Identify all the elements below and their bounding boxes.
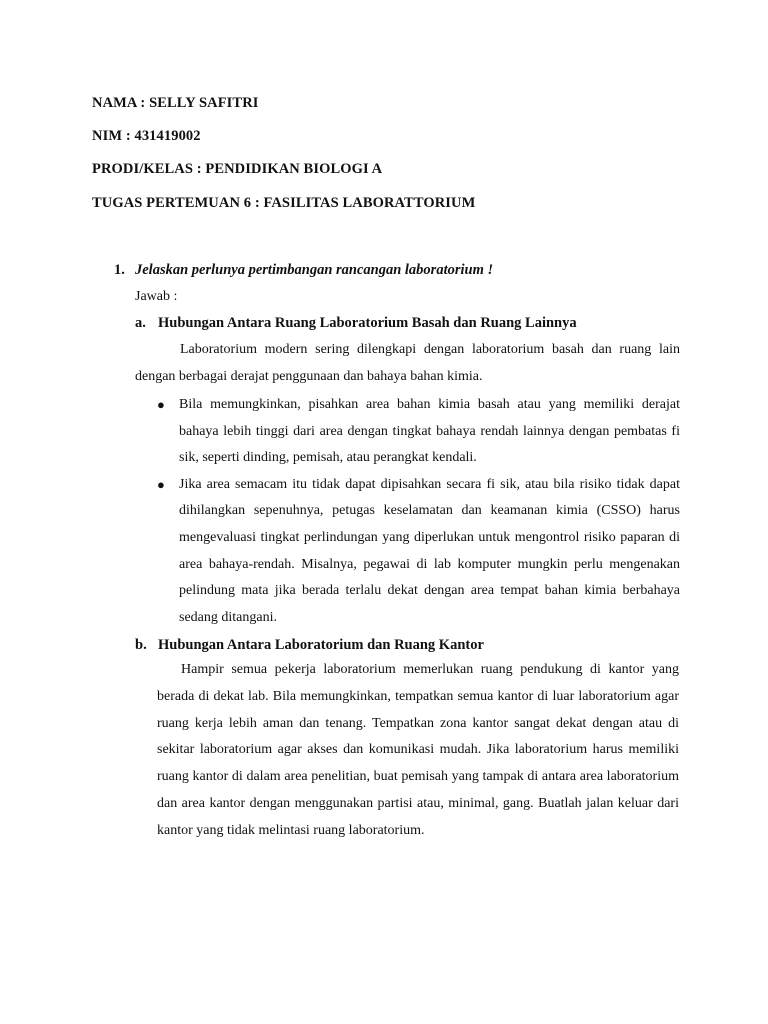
assignment-title: TUGAS PERTEMUAN 6 : FASILITAS LABORATTORIUM	[92, 195, 476, 211]
section-b-heading	[135, 637, 484, 654]
question-1	[114, 262, 493, 279]
section-a-bullet-list	[135, 392, 680, 631]
section-a-heading	[135, 315, 577, 332]
question-number: 1.	[114, 262, 125, 278]
section-b-body: Hampir semua pekerja laboratorium memerlukan ruang pendukung di kantor yang berada di dekat lab. Bila memungkinkan, tempatkan semua kantor di luar laboratorium agar ruang kerja lebih aman dan tenang. Tempatkan zona kantor sangat dekat dengan atau di sekitar laboratorium agar akses dan komunikasi mudah. Jika laboratorium harus memiliki ruang kantor di dalam area penelitian, buat pemisah yang tampak di antara area laboratorium dan area kantor dengan menggunakan partisi atau, minimal, gang. Buatlah jalan keluar dari kantor yang tidak melintasi ruang laboratorium.	[157, 662, 679, 838]
section-b-letter: b.	[135, 637, 147, 653]
section-b-title: Hubungan Antara Laboratorium dan Ruang Kantor	[158, 637, 484, 653]
bullet-icon: ●	[157, 476, 165, 492]
bullet-text: Jika area semacam itu tidak dapat dipisahkan secara fi sik, atau bila risiko tidak dapat dihilangkan sepenuhnya, petugas keselamatan dan keamanan kimia (CSSO) harus mengevaluasi tingkat perlindungan yang diperlukan untuk mengontrol risiko paparan di area bahaya-rendah. Misalnya, pegawai di lab komputer mungkin perlu mengenakan pelindung mata jika berada terlalu dekat dengan area tempat bahan kimia berbahaya sedang ditangani.	[179, 476, 680, 625]
bullet-icon: ●	[157, 397, 165, 412]
section-a-intro: Laboratorium modern sering dilengkapi dengan laboratorium basah dan ruang lain dengan berbagai derajat penggunaan dan bahaya bahan kimia.	[135, 342, 680, 384]
list-item	[135, 392, 680, 472]
bullet-text: Bila memungkinkan, pisahkan area bahan kimia basah atau yang memiliki derajat bahaya lebih tinggi dari area dengan tingkat bahaya rendah lainnya dengan pembatas fi sik, seperti dinding, pemisah, atau perangkat kendali.	[179, 397, 680, 466]
question-text: Jelaskan perlunya pertimbangan rancangan laboratorium !	[135, 262, 494, 278]
study-program: PRODI/KELAS : PENDIDIKAN BIOLOGI A	[92, 161, 383, 177]
student-name: NAMA : SELLY SAFITRI	[92, 95, 259, 111]
list-item	[135, 472, 680, 632]
student-nim: NIM : 431419002	[92, 128, 201, 144]
answer-label: Jawab :	[135, 289, 178, 304]
section-a-title: Hubungan Antara Ruang Laboratorium Basah dan Ruang Lainnya	[158, 315, 577, 331]
section-a-letter: a.	[135, 315, 146, 331]
